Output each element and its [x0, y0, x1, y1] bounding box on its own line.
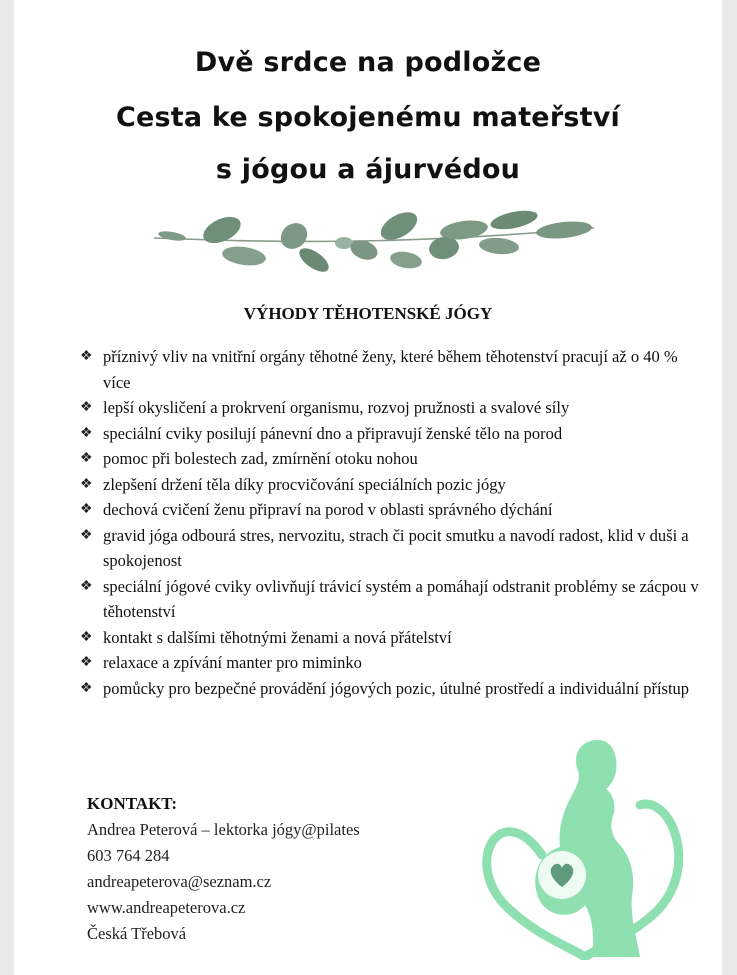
- contact-block: [87, 791, 360, 947]
- benefit-item: [80, 421, 705, 447]
- contact-email: andreapeterova@seznam.cz: [87, 872, 272, 891]
- diamond-bullet-icon: ❖: [80, 476, 93, 492]
- benefit-text: gravid jóga odbourá stres, nervozitu, strach či pocit smutku a navodí radost, klid v duši a spokojenost: [103, 525, 689, 570]
- diamond-bullet-icon: ❖: [80, 502, 93, 517]
- contact-phone: 603 764 284: [87, 846, 170, 865]
- benefit-item: [80, 625, 705, 651]
- benefit-text: dechová cvičení ženu připraví na porod v oblasti správného dýchání: [103, 500, 553, 519]
- pregnant-woman-heart-logo-icon: [480, 735, 690, 960]
- benefit-item: [80, 344, 705, 395]
- benefit-text: zlepšení držení těla díky procvičování speciálních pozic jógy: [103, 474, 506, 494]
- benefits-list: [80, 344, 705, 701]
- diamond-bullet-icon: ❖: [80, 527, 93, 543]
- benefit-text: speciální jógové cviky ovlivňují trávicí systém a pomáhají odstranit problémy se zácpou v těhotenství: [103, 576, 699, 621]
- title-line-3: s jógou a ájurvédou: [215, 154, 521, 185]
- title-line-2: Cesta ke spokojenému mateřství: [116, 102, 620, 133]
- benefit-text: kontakt s dalšími těhotnými ženami a nová přátelství: [103, 627, 452, 647]
- eucalyptus-branch-icon: [144, 208, 604, 278]
- diamond-bullet-icon: ❖: [80, 349, 93, 364]
- benefit-item: [80, 497, 705, 523]
- contact-web: www.andreapeterova.cz: [87, 898, 246, 917]
- benefit-text: lepší okysličení a prokrvení organismu, rozvoj pružnosti a svalové síly: [103, 398, 570, 417]
- benefit-text: pomoc při bolestech zad, zmírnění otoku nohou: [103, 449, 418, 468]
- contact-name: Andrea Peterová – lektorka jógy@pilates: [87, 820, 360, 839]
- benefit-text: speciální cviky posilují pánevní dno a připravují ženské tělo na porod: [103, 423, 563, 443]
- diamond-bullet-icon: ❖: [80, 451, 93, 466]
- benefit-item: [80, 574, 705, 625]
- contact-city: Česká Třebová: [87, 924, 187, 943]
- diamond-bullet-icon: ❖: [80, 400, 93, 415]
- benefits-heading: VÝHODY TĚHOTENSKÉ JÓGY: [243, 304, 493, 323]
- benefit-text: příznivý vliv na vnitřní orgány těhotné ženy, které během těhotenství pracují až o 40 % více: [103, 347, 678, 392]
- contact-label: KONTAKT:: [87, 794, 178, 813]
- benefit-item: [80, 650, 705, 676]
- benefit-item: [80, 523, 705, 574]
- benefit-item: [80, 676, 705, 702]
- title-line-1: Dvě srdce na podložce: [194, 47, 542, 78]
- benefit-item: [80, 472, 705, 498]
- diamond-bullet-icon: ❖: [80, 655, 93, 670]
- flyer-page: [14, 0, 722, 975]
- diamond-bullet-icon: ❖: [80, 680, 93, 696]
- benefit-text: pomůcky pro bezpečné provádění jógových pozic, útulné prostředí a individuální přístup: [103, 678, 690, 698]
- benefit-item: [80, 446, 705, 472]
- diamond-bullet-icon: ❖: [80, 578, 93, 594]
- benefit-text: relaxace a zpívání manter pro miminko: [103, 653, 362, 672]
- diamond-bullet-icon: ❖: [80, 629, 93, 645]
- benefit-item: [80, 395, 705, 421]
- diamond-bullet-icon: ❖: [80, 425, 93, 441]
